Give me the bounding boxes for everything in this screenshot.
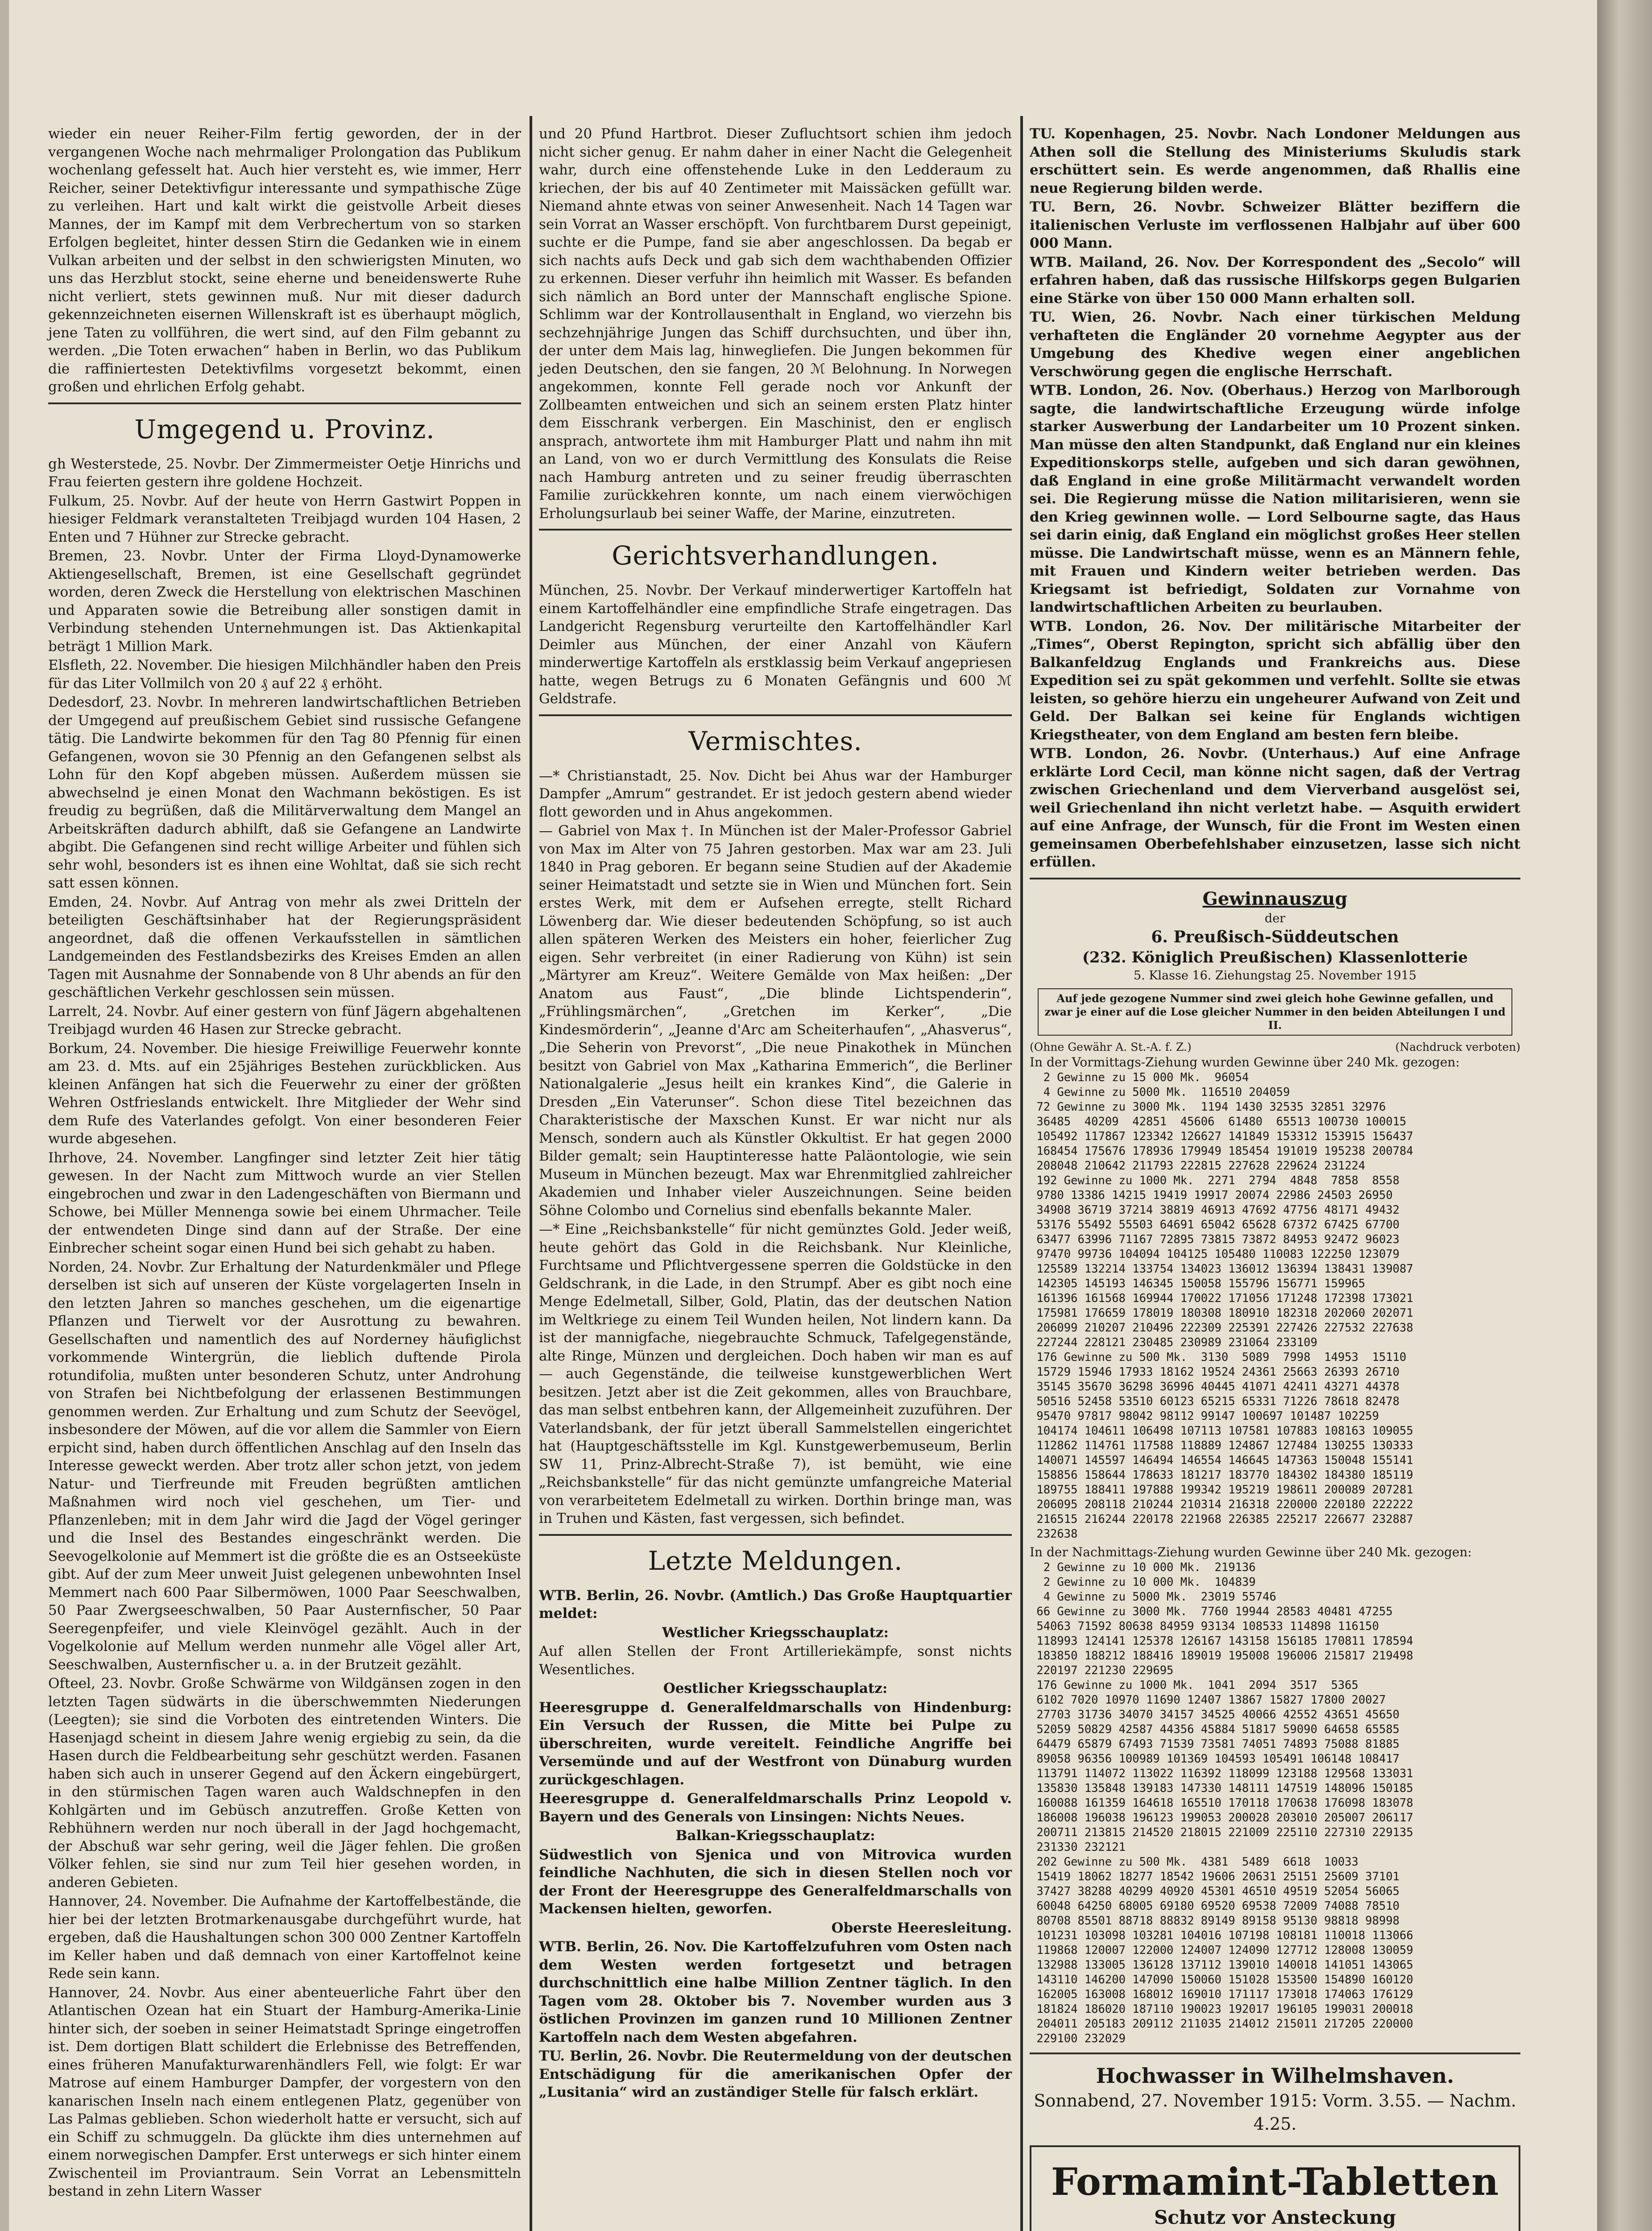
lottery-notice: Auf jede gezogene Nummer sind zwei gleich hohe Gewinne gefallen, und zwar je einer auf die Lose gleicher Nummer in den beiden Abteilungen I und II. xyxy=(1038,988,1512,1036)
divider xyxy=(539,529,1012,531)
misc-item: —* Christianstadt, 25. Nov. Dicht bei Ahus war der Hamburger Dampfer „Amrum“ gestrandet. Er ist jedoch gestern abend wieder flott geworden und in Ahus angekommen. xyxy=(539,767,1012,820)
news-item: Dedesdorf, 23. Novbr. In mehreren landwirtschaftlichen Betrieben der Umgegend auf preußischem Gebiet sind russische Gefangene tätig. Die Landwirte bekommen für den Tag 80 Pfennig für einen Gefangenen, wovon sie 30 Pfennig an den Gefangenen selbst als Lohn für den Kopf abgeben müssen. Außerdem müssen sie abwechselnd je einen Monat den Wachmann beköstigen. Es ist freudig zu begrüßen, daß die Militärverwaltung dem Mangel an Arbeitskräften dadurch abhilft, daß sie Gefangene an Landwirte abgibt. Die Gefangenen sind recht willige Arbeiter und fühlen sich sehr wohl, besonders ist es ihnen eine Wohltat, daß sie sich recht satt essen können. xyxy=(48,694,521,891)
bulletin-line: Auf allen Stellen der Front Artilleriekämpfe, sonst nichts Wesentliches. xyxy=(539,1643,1012,1678)
bulletin-heading: Balkan-Kriegsschauplatz: xyxy=(675,1828,875,1844)
news-item: Ofteel, 23. Novbr. Große Schwärme von Wildgänsen zogen in den letzten Tagen südwärts in die überschwemmten Niederungen (Leegten); sie sind die Vorboten des eintretenden Winters. Die Hasenjagd scheint in diesem Jahre wenig ergiebig zu sein, da die Hasen durch die Feldbearbeitung sehr geschützt werden. Fasanen haben sich auch in unserer Gegend auf den Äckern eingebürgert, in den stürmischen Tagen waren auch Waldschnepfen in den Kohlgärten und im Gebüsch anzutreffen. Große Ketten von Rebhühnern werden nur noch überall in der Jagd hochgemacht, der Abschuß war sehr gering, weil die Jäger fehlen. Die großen Völker fehlen, sie sind nur zum Teil hier gesehen worden, in anderen Gebieten. xyxy=(48,1675,521,1891)
news-item: Larrelt, 24. Novbr. Auf einer gestern von fünf Jägern abgehaltenen Treibjagd wurden 46 Hasen zur Strecke gebracht. xyxy=(48,1003,521,1037)
page-edge-shadow xyxy=(1597,0,1652,2231)
court-item: München, 25. Novbr. Der Verkauf minderwertiger Kartoffeln hat einem Kartoffelhändler eine empfindliche Strafe eingetragen. Das Landgericht Regensburg verurteilte den Kartoffelhändler Karl Deimler aus München, der einer Anzahl von Käufern minderwertige Kartoffeln als erstklassig beim Verkauf angepriesen hatte, wegen Betrugs zu 6 Monaten Gefängnis und 600 ℳ Geldstrafe. xyxy=(539,582,1012,707)
bulletin-heading: Westlicher Kriegsschauplatz: xyxy=(662,1624,889,1641)
ad-subtitle: Schutz vor Ansteckung xyxy=(1154,2206,1396,2228)
bulletin-line: TU. Berlin, 26. Novbr. Die Reutermeldung von der deutschen Entschädigung für die amerikanischen Opfer der „Lusitania“ wird an zuständiger Stelle für falsch erklärt. xyxy=(539,2048,1012,2100)
section-title-gericht: Gerichtsverhandlungen. xyxy=(612,540,939,571)
telegram-item: TU. Wien, 26. Novbr. Nach einer türkischen Meldung verhafteten die Engländer 20 vornehme Aegypter aus der Umgebung des Khedive wegen einer angeblichen Verschwörung gegen die englische Herrschaft. xyxy=(1030,309,1520,380)
divider xyxy=(539,1534,1012,1536)
news-item: Norden, 24. Novbr. Zur Erhaltung der Naturdenkmäler und Pflege derselben ist sich auf unseren der Küste vorgelagerten Inseln in den letzten Jahren so manches geschehen, um die eigenartige Pflanzen und Tierwelt vor der Ausrottung zu bewahren. Gesellschaften und namentlich des auf Norderney häufiglichst vorkommende Wintergrün, die lieblich duftende Pirola rotundifolia, mußten unter besonderen Schutz, unter Androhung von Strafen bei Nichtbefolgung der erlassenen Bestimmungen genommen werden. Zur Erhaltung und zum Schutz der Seevögel, insbesondere der Möwen, auf die vor allem die Sammler von Eiern erpicht sind, haben durch öffentlichen Anschlag auf den Inseln das Interesse geweckt werden. Aber trotz aller schon jetzt, von jedem Natur- und Tierfreunde mit Freuden begrüßten amtlichen Maßnahmen wird noch viel geschehen, um Tier- und Pflanzenleben; mit in dem Jahr wird die Jagd der Vögel geringer und die Insel des Bestandes eingeschränkt werden. Die Seevogelkolonie auf Memmert ist die größte die es an Ostseeküste gibt. Auf der zum Meer unweit Juist gelegenen unbewohnten Insel Memmert nach 600 Paar Silbermöwen, 1000 Paar Seeschwalben, 50 Paar Zwergseeschwalben, 50 Paar Austernfischer, 50 Paar Seeregenpfeifer, und viele Kleinvögel gezählt. Auch in der Vogelkolonie auf Mellum werden nunmehr alle Vögel aller Art, Seeschwalben, Austernfischer u. a. in der Brutzeit gezählt. xyxy=(48,1259,521,1673)
lottery-afternoon-heading: In der Nachmittags-Ziehung wurden Gewinne über 240 Mk. gezogen: xyxy=(1030,1544,1472,1559)
lottery-name-1: 6. Preußisch-Süddeutschen xyxy=(1151,927,1399,946)
tide-times: Sonnabend, 27. November 1915: Vorm. 3.55. — Nachm. 4.25. xyxy=(1034,2090,1516,2134)
divider xyxy=(1030,2053,1520,2054)
misc-item: —* Eine „Reichsbankstelle“ für nicht gemünztes Gold. Jeder weiß, heute gehört das Gold in die Reichsbank. Nur Kleinliche, Furchtsame und Pflichtvergessene sperren die Goldstücke in den Geldschrank, in die Lade, in den Strumpf. Aber es gibt noch eine Menge Edelmetall, Silber, Gold, Platin, das der deutschen Nation im Weltkriege zu einem Teil Wunden heilen, Not lindern kann. Da ist der mannigfache, niegebrauchte Schmuck, Tafelgegenstände, alte Ringe, Münzen und dergleichen. Doch haben wir man es auf — auch Gegenstände, die teilweise kunstgewerblichen Wert besitzen. Jetzt aber ist die Zeit gekommen, alles von Brauchbare, das man selbst entbehren kann, der Allgemeinheit zuzuführen. Der Vaterlandsbank, der für jetzt überall Sammelstellen eingerichtet hat (Hauptgeschäftsstelle im Kgl. Kunstgewerbemuseum, Berlin SW 11, Prinz-Albrecht-Straße 7), ist bemüht, wie eine „Reichsbankstelle“ für das nicht gemünzte umfangreiche Material von verarbeitetem Edelmetall zu wirken. Dorthin bringe man, was in Truhen und Kästen, fast vergessen, sich befindet. xyxy=(539,1221,1012,1526)
section-title-vermischtes: Vermischtes. xyxy=(688,726,862,756)
telegram-item: WTB. London, 26. Novbr. (Unterhaus.) Auf eine Anfrage erklärte Lord Cecil, man könne nicht sagen, daß der Vertrag zwischen Griechenland und dem Vierverband ausgelöst sei, weil Griechenland ihn nicht verletzt habe. — Asquith erwidert auf eine Anfrage, der Wunsch, für die Front im Westen einen gemeinsamen Oberbefehlshaber einzusetzen, lasse sich nicht erfüllen. xyxy=(1030,746,1520,870)
lottery-meta-left: (Ohne Gewähr A. St.-A. f. Z.) xyxy=(1030,1040,1192,1053)
misc-item: — Gabriel von Max †. In München ist der Maler-Professor Gabriel von Max im Alter von 75 Jahren gestorben. Max war am 23. Juli 1840 in Prag geboren. Er begann seine Studien auf der Akademie seiner Heimatstadt und setzte sie in Wien und München fort. Sein erstes Werk, mit dem er Aufsehen erregte, stellt Richard Löwenberg dar. Wie dieser bedeutenden Schöpfung, so ist auch allen späteren Werken des Meisters ein hoher, feierlicher Zug eigen. Sehr verbreitet (in einer Radierung von Kühn) ist sein „Märtyrer am Kreuz“. Weitere Gemälde von Max heißen: „Der Anatom aus Faust“, „Die blinde Lichtspenderin“, „Frühlingsmärchen“, „Gretchen im Kerker“, „Die Kindesmörderin“, „Jeanne d'Arc am Scheiterhaufen“, „Ahasverus“, „Die Seherin von Prevorst“, „Die neue Pinakothek in München besitzt von Gabriel von Max „Katharina Emmerich“, die Berliner Nationalgalerie „Jesus heilt ein krankes Kind“, die Galerie in Dresden „Ein Vaterunser“. Schon diese Titel bezeichnen das Charakteristische der Maxschen Kunst. Er war nicht nur als Mensch, sondern auch als Künstler Okkultist. Er hat gegen 2000 Bilder gemalt; sein Hauptinteresse hatte Paläontologie, wie sein Museum in München bezeugt. Max war Ehrenmitglied zahlreicher Akademien und Inhaber vieler Auszeichnungen. Seine beiden Söhne Colombo und Cornelius sind ebenfalls bekannte Maler. xyxy=(539,823,1012,1219)
telegram-item: TU. Bern, 26. Novbr. Schweizer Blätter beziffern die italienischen Verluste im verflossenen Halbjahr auf über 600 000 Mann. xyxy=(1030,199,1520,251)
lottery-results xyxy=(1030,887,1520,2046)
bulletin-line: Heeresgruppe d. Generalfeldmarschalls von Hindenburg: Ein Versuch der Russen, die Mitte bei Pulpe zu überschreiten, wurde vereitelt. Feindliche Angriffe bei Versemünde und auf der Westfront von Dünaburg wurden zurückgeschlagen. xyxy=(539,1699,1012,1788)
article-continuation: und 20 Pfund Hartbrot. Dieser Zufluchtsort schien ihm jedoch nicht sicher genug. Er nahm daher in einer Nacht die Gelegenheit wahr, durch eine offenstehende Luke in den Ledderaum zu kriechen, der bis auf 40 Zentimeter mit Maissäcken gefüllt war. Niemand ahnte etwas von seiner Anwesenheit. Nach 14 Tagen war sein Vorrat an Wasser erschöpft. Von furchtbarem Durst gepeinigt, suchte er die Pumpe, fand sie aber angeschlossen. Da begab er sich nachts aufs Deck und gab sich dem wachthabenden Offizier zu erkennen. Dieser verfuhr ihn heimlich mit Wasser. Es befanden sich nämlich an Bord unter der Mannschaft englische Spione. Schlimm war der Kontrollausenthalt in England, wo vierzehn bis sechzehnjährige Jungen das Schiff durchsuchten, und über ihn, der unter dem Mais lag, hinwegliefen. Die Jungen bekommen für jeden Deutschen, den sie fangen, 20 ℳ Belohnung. In Norwegen angekommen, konnte Fell gerade noch vor Ankunft der Zollbeamten entweichen und sich an seinem ersten Platz hinter dem Eisschrank verbergen. Ein Maschinist, den er englisch ansprach, antwortete ihm mit Hamburger Platt und nahm ihn mit an Land, von wo er durch Vermittlung des Konsulats die Reise nach Hamburg antreten und zu seiner freudig überraschten Familie zurückkehren konnte, um nach einem vierwöchigen Erholungsurlaub bei seiner Waffe, der Marine, einzutreten. xyxy=(539,126,1012,522)
advertisement-formamint xyxy=(1030,2145,1520,2231)
news-item: Elsfleth, 22. November. Die hiesigen Milchhändler haben den Preis für das Liter Vollmilch von 20 ₰ auf 22 ₰ erhöht. xyxy=(48,657,521,692)
bulletin-line: Heeresgruppe d. Generalfeldmarschalls Prinz Leopold v. Bayern und des Generals von Linsingen: Nichts Neues. xyxy=(539,1791,1012,1825)
column-3 xyxy=(1030,125,1520,2231)
lottery-subtitle: 5. Klasse 16. Ziehungstag 25. November 1915 xyxy=(1133,968,1417,983)
telegram-item: WTB. London, 26. Nov. Der militärische Mitarbeiter der „Times“, Oberst Repington, spricht sich abfällig über den Balkanfeldzug Englands und Frankreichs aus. Diese Expedition sei zu spät gekommen und verfehlt. Sollte sie etwas leisten, so gehöre hierzu ein ungeheurer Aufwand von Zeit und Geld. Der Balkan sei keine für Englands wichtigen Kriegstheater, von dem England am besten fern bleibe. xyxy=(1030,618,1520,743)
lottery-der: der xyxy=(1264,911,1286,925)
bulletin-line: WTB. Berlin, 26. Nov. Die Kartoffelzufuhren vom Osten nach dem Westen werden fortgesetzt und betragen durchschnittlich eine halbe Million Zentner täglich. In den Tagen vom 28. Oktober bis 7. November wurden aus 3 östlichen Provinzen im ganzen rund 10 Millionen Zentner Kartoffeln nach dem Westen abgefahren. xyxy=(539,1939,1012,2045)
news-item: Hannover, 24. November. Die Aufnahme der Kartoffelbestände, die hier bei der letzten Brotmarkenausgabe durchgeführt wurde, hat ergeben, daß die Haushaltungen schon 300 000 Zentner Kartoffeln im Keller haben und daß demnach von einer Kartoffelnot keine Rede sein kann. xyxy=(48,1893,521,1982)
news-item: gh Westerstede, 25. Novbr. Der Zimmermeister Oetje Hinrichs und Frau feierten gestern ihre goldene Hochzeit. xyxy=(48,456,521,490)
lottery-name-2: (232. Königlich Preußischen) Klassenlotterie xyxy=(1082,948,1468,966)
bulletin-line: Südwestlich von Sjenica und von Mitrovica wurden feindliche Nachhuten, die sich in diesen Stellen noch vor der Front der Heeresgruppe des Generalfeldmarschalls von Mackensen hielten, geworfen. xyxy=(539,1846,1012,1917)
column-2 xyxy=(539,125,1012,2102)
bulletin-line: WTB. Berlin, 26. Novbr. (Amtlich.) Das Große Hauptquartier meldet: xyxy=(539,1587,1012,1621)
column-rule-2 xyxy=(1020,116,1023,2231)
column-1 xyxy=(48,125,521,2201)
news-item: Bremen, 23. Novbr. Unter der Firma Lloyd-Dynamowerke Aktiengesellschaft, Bremen, ist eine Gesellschaft gegründet worden, deren Zweck die Herstellung von elektrischen Maschinen und Apparaten sowie die Betreibung aller sonstigen damit in Verbindung stehenden Unternehmungen ist. Das Aktienkapital beträgt 1 Million Mark. xyxy=(48,548,521,655)
divider xyxy=(48,402,521,404)
column-rule-1 xyxy=(530,116,532,2231)
telegram-item: WTB. Mailand, 26. Nov. Der Korrespondent des „Secolo“ will erfahren haben, daß das russische Hilfskorps gegen Bulgarien eine Stärke von über 150 000 Mann erhalten soll. xyxy=(1030,254,1520,307)
telegram-item: TU. Kopenhagen, 25. Novbr. Nach Londoner Meldungen aus Athen soll die Stellung des Ministeriums Skuludis stark erschüttert sein. Es werde angenommen, daß Rhallis eine neue Regierung bilden werde. xyxy=(1030,126,1520,196)
lottery-meta xyxy=(1030,1040,1520,1054)
divider xyxy=(1030,878,1520,879)
news-item: Hannover, 24. Novbr. Aus einer abenteuerliche Fahrt über den Atlantischen Ozean hat ein Stuart der Hamburg-Amerika-Linie hinter sich, der soeben in seiner Heimatstadt Springe eingetroffen ist. Dem dortigen Blatt schildert die Erlebnisse des Betreffenden, eines früheren Manufakturwarenhändlers Fell, wie folgt: Er war Matrose auf einem Hamburger Dampfer, der vorgestern von den kanarischen Inseln nach einem entlegenen Platz, gegenüber von Las Palmas geblieben. Schon wiederholt hatte er versucht, sich auf ein Schiff zu schmuggeln. Da glückte ihm dies unternehmen auf einem norwegischen Dampfer. Erst unterwegs er sich hinter einem Zwischenteil im Proviantraum. Sein Vorrat an Lebensmitteln bestand in zehn Litern Wasser xyxy=(48,1984,521,2199)
lottery-morning-numbers: 2 Gewinne zu 15 000 Mk. 96054 4 Gewinne zu 5000 Mk. 116510 204059 72 Gewinne zu 3000 Mk. 1194 1430 32535 32851 32976 36485 40209 42851 45606 61480 65513 100730 100015 105492 117867 123342 126627 141849 153312 153915 156437 168454 175676 178936 179949 185454 191019 195238 200784 208048 210642 211793 222815 227628 229624 231224 192 Gewinne zu 1000 Mk. 2271 2794 4848 7858 8558 9780 13386 14215 19419 19917 20074 22986 24503 26950 34908 36719 37214 38819 46913 47692 47756 48171 49432 53176 55492 55503 64691 65042 65628 67372 67425 67700 63477 63996 71167 72895 73815 73872 84953 92472 96023 97470 99736 104094 104125 105480 110083 122250 123079 125589 132214 133754 134023 136012 136394 138431 139087 142305 145193 146345 150058 155796 156771 159965 161396 161568 169944 170022 171056 171248 172398 173021 175981 176659 178019 180308 180910 182318 202060 202071 206099 210207 210496 222309 225391 227426 227532 227638 227244 228121 230485 230989 231064 233109 176 Gewinne zu 500 Mk. 3130 5089 7998 14953 15110 15729 15946 17933 18162 19524 24361 25663 26393 26710 35145 35670 36298 36996 40445 41071 42411 43271 44378 50516 52458 53510 60123 65215 65331 71226 78618 82478 95470 97817 98042 98112 99147 100697 101487 102259 104174 104611 106498 107113 107581 107883 108163 109055 112862 114761 117588 118889 124867 127484 130255 130333 140071 145597 146494 146554 146645 147363 150048 155141 158856 158644 178633 181217 183770 184302 184380 185119 189755 188411 197888 199342 195219 198611 200089 207281 206095 208118 210244 210314 216318 220000 220180 222222 216515 216244 220178 221968 226385 225217 226677 232887 232638 xyxy=(1036,1070,1413,1541)
lottery-meta-right: (Nachdruck verboten) xyxy=(1395,1040,1520,1053)
news-item: Borkum, 24. November. Die hiesige Freiwillige Feuerwehr konnte am 23. d. Mts. auf ein 25jähriges Bestehen zurückblicken. Aus kleinen Anfängen hat sich die Feuerwehr zu einer der größten Wehren Ostfrieslands entwickelt. Ihre Mitglieder der Wehr sind dem Rufe des Vaterlandes gefolgt. Von einer besonderen Feier wurde abgesehen. xyxy=(48,1040,521,1147)
lottery-afternoon-numbers: 2 Gewinne zu 10 000 Mk. 219136 2 Gewinne zu 10 000 Mk. 104839 4 Gewinne zu 5000 Mk. 23019 55746 66 Gewinne zu 3000 Mk. 7760 19944 28583 40481 47255 54063 71592 80638 84959 93134 108533 114898 116150 118993 124141 125378 126167 143158 156185 170811 178594 183850 188212 188416 189019 195008 196006 215817 219498 220197 221230 229695 176 Gewinne zu 1000 Mk. 1041 2094 3517 5365 6102 7020 10970 11690 12407 13867 15827 17800 20027 27703 31736 34070 34157 34525 40066 42552 43651 45650 52059 50829 42587 44356 45884 51817 59090 64658 65585 64479 65879 67493 71539 73581 74051 74893 75088 81885 89058 96356 100989 101369 104593 105491 106148 108417 113791 114072 113022 116392 118099 123188 129568 133031 135830 135848 139183 147330 148111 147519 148096 150185 160088 161359 164618 165510 170118 170638 176098 183078 186008 196038 196123 199053 200028 203010 205007 206117 200711 213815 214520 218015 221009 225110 227310 229135 231330 232121 202 Gewinne zu 500 Mk. 4381 5489 6618 10033 15419 18062 18277 18542 19606 20631 25151 25609 37101 37427 38288 40299 40920 45301 46510 49519 52054 56065 60048 64250 68005 69180 69520 69538 72009 74088 78510 80708 85501 88718 88832 89149 89158 95130 98818 98998 101231 103098 103281 104016 107198 108181 110018 113066 119868 120007 122000 124007 124090 127712 128008 130059 132988 133005 136128 137112 139010 140018 141051 143065 143110 146200 147090 150060 151028 153500 154890 160120 162005 163008 168012 169010 171117 173018 174063 176129 181824 186020 187110 190023 192017 196105 199031 200018 204011 205183 209112 211035 214012 215011 217205 220000 229100 232029 xyxy=(1036,1560,1413,2045)
news-item: Emden, 24. Novbr. Auf Antrag von mehr als zwei Dritteln der beteiligten Geschäftsinhaber hat der Regierungspräsident angeordnet, daß die offenen Verkaufsstellen in sämtlichen Landgemeinden des Festlandsbezirks des Kreises Emden an allen Tagen mit Ausnahme der Sonnabende von 8 Uhr abends an für den geschäftlichen Verkehr geschlossen sein müssen. xyxy=(48,894,521,1000)
bulletin-heading: Oestlicher Kriegsschauplatz: xyxy=(663,1680,888,1696)
lottery-morning-heading: In der Vormittags-Ziehung wurden Gewinne über 240 Mk. gezogen: xyxy=(1030,1054,1460,1070)
news-item: Fulkum, 25. Novbr. Auf der heute von Herrn Gastwirt Poppen in hiesiger Feldmark veranstalteten Treibjagd wurden 104 Hasen, 2 Enten und 7 Hühner zur Strecke gebracht. xyxy=(48,493,521,545)
tide-title: Hochwasser in Wilhelmshaven. xyxy=(1096,2063,1454,2088)
section-title-letzte-meldungen: Letzte Meldungen. xyxy=(648,1545,903,1576)
ad-title: Formamint-Tabletten xyxy=(1051,2159,1499,2204)
bulletin-signature: Oberste Heeresleitung. xyxy=(831,1920,1012,1936)
article-film-review: wieder ein neuer Reiher-Film fertig geworden, der in der vergangenen Woche nach mehrmaliger Prolongation das Publikum wochenlang gefesselt hat. Auch hier versteht es, wie immer, Herr Reicher, seiner Detektivfigur interessante und sympathische Züge zu verleihen. Hart und kalt wirkt die geistvolle Arbeit dieses Mannes, der im Kampf mit dem Verbrechertum von so starken Erfolgen begleitet, hinter dessen Stirn die Gedanken wie in einem Vulkan arbeiten und der selbst in den schwierigsten Minuten, wo uns das Herzblut stockt, seine eherne und beneidenswerte Ruhe nicht verliert, stets gewinnen muß. Nur mit dieser dadurch gekennzeichneten eisernen Willenskraft ist es überhaupt möglich, jene Taten zu vollführen, die wert sind, auf den Film gebannt zu werden. „Die Toten erwachen“ haben in Berlin, wo das Publikum die raffiniertesten Detektivfilms vorgesetzt bekommt, einen großen und ehrlichen Erfolg gehabt. xyxy=(48,126,521,395)
lottery-title: Gewinnauszug xyxy=(1202,888,1348,909)
telegram-item: WTB. London, 26. Nov. (Oberhaus.) Herzog von Marlborough sagte, die landwirtschaftliche Erzeugung würde infolge starker Auswerbung der Landarbeiter um 10 Prozent sinken. Man müsse den alten Standpunkt, daß England nur ein kleines Expeditionskorps stelle, aufgeben und sich daran gewöhnen, daß England in eine große Militärmacht verwandelt worden sei. Die Regierung müsse die Nation militarisieren, wenn sie den Krieg gewinnen wolle. — Lord Selbourne sagte, das Haus sei darin einig, daß England ein möglichst großes Heer stellen müsse. Die Landwirtschaft müsse, wenn es an Männern fehle, mit Frauen und Kindern weiter betrieben werden. Das Kriegsamt ist befriedigt, Soldaten zur Vornahme von landwirtschaftlichen Arbeiten zu beurlauben. xyxy=(1030,382,1520,615)
section-title-provinz: Umgegend u. Provinz. xyxy=(134,414,435,444)
news-item: Ihrhove, 24. November. Langfinger sind letzter Zeit hier tätig gewesen. In der Nacht zum Mittwoch wurde an vier Stellen eingebrochen und zwar in den Ladengeschäften von Biermann und Schowe, bei Müller Mennenga sowie bei einem Uhrmacher. Teile der entwendeten Dinge sind dann auf der Straße. Der eine Einbrecher scheint sogar einen Hund bei sich gehabt zu haben. xyxy=(48,1149,521,1256)
divider xyxy=(539,714,1012,716)
